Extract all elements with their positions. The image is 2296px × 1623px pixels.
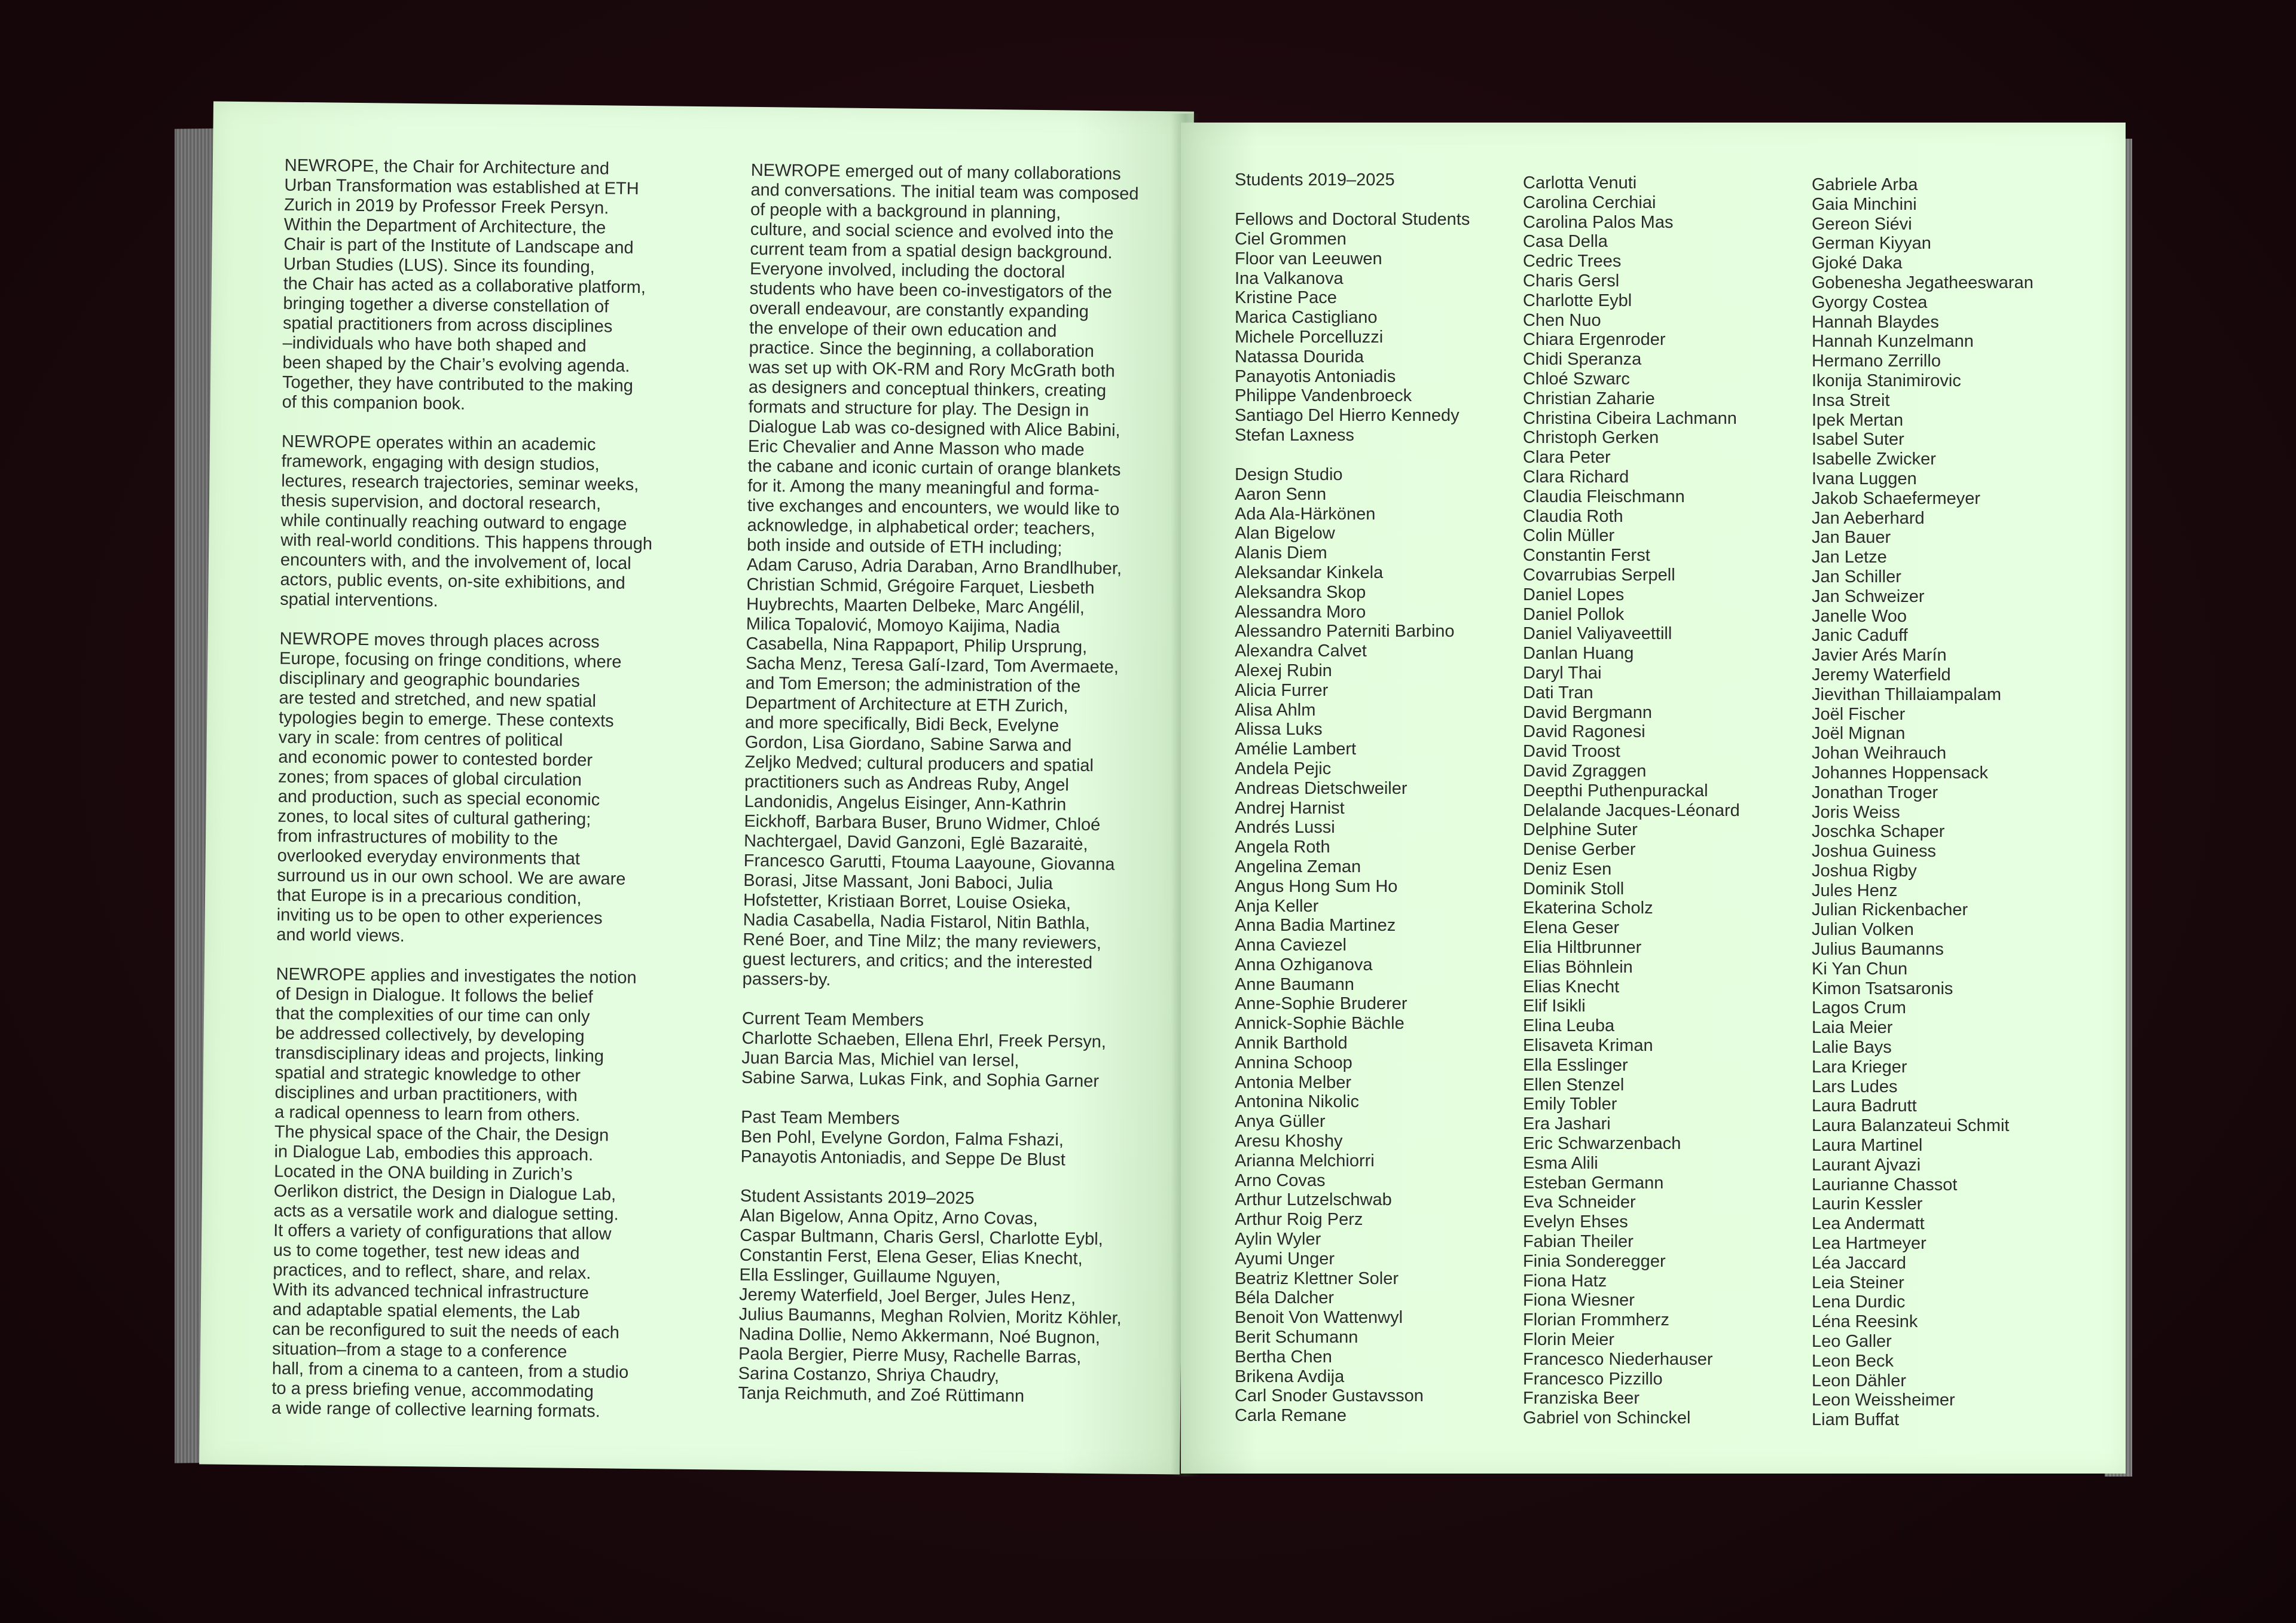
name-item: Charlotte Eybl bbox=[1523, 291, 1632, 310]
name-item: Constantin Ferst bbox=[1523, 546, 1650, 566]
design-studio-list-1 bbox=[1235, 485, 1534, 1426]
name-item: Leia Steiner bbox=[1812, 1273, 1904, 1292]
name-item: Eric Schwarzenbach bbox=[1523, 1134, 1681, 1154]
name-item: Alicia Furrer bbox=[1235, 680, 1329, 700]
name-item: Claudia Fleischmann bbox=[1523, 487, 1685, 506]
name-item: Johan Weihrauch bbox=[1812, 744, 1947, 763]
name-item: Annick-Sophie Bächle bbox=[1235, 1014, 1405, 1034]
name-item: Laurant Ajvazi bbox=[1812, 1155, 1921, 1175]
name-item: Kristine Pace bbox=[1235, 288, 1337, 308]
name-item: Ellen Stenzel bbox=[1523, 1075, 1625, 1095]
name-item: Anya Güller bbox=[1235, 1112, 1326, 1132]
name-item: Jonathan Troger bbox=[1812, 783, 1938, 802]
name-item: Christina Cibeira Lachmann bbox=[1523, 408, 1737, 428]
name-item: Gabriel von Schinckel bbox=[1523, 1408, 1691, 1428]
name-item: Deepthi Puthenpurackal bbox=[1523, 781, 1708, 800]
name-item: Arno Covas bbox=[1235, 1170, 1326, 1190]
name-item: Laura Martinel bbox=[1812, 1136, 1923, 1156]
name-item: Anne-Sophie Bruderer bbox=[1235, 994, 1407, 1014]
name-item: Esteban Germann bbox=[1523, 1173, 1664, 1193]
name-item: Francesco Pizzillo bbox=[1523, 1369, 1663, 1389]
name-item: Jan Schweizer bbox=[1812, 586, 1925, 606]
name-item: David Bergmann bbox=[1523, 702, 1652, 722]
collaborations-paragraph: NEWROPE emerged out of many collaborations and conversations. The initial team was composed of people with a background in planning, culture, and social science and evolved into the current team from a spatial design background. Everyone involved, including the doctoral students who have been co-investigators of the overall endeavour, are constantly expanding the envelope of their own education and practice. Since the beginning, a collaboration was set up with OK-RM and Rory McGrath both as designers and conceptual thinkers, creating formats and structure for play. The Design in Dialogue Lab was co-designed with Alice Babini, Eric Chevalier and Anne Masson who made the cabane and iconic curtain of orange blankets for it. Among the many meaningful and forma- tive exchanges and encounters, we would like to acknowledge, in alphabetical order; teachers, both inside and outside of ETH including; Adam Caruso, Adria Daraban, Arno Brandlhuber, Christian Schmid, Grégoire Farquet, Liesbeth Huybrechts, Maarten Delbeke, Marc Angélil, Milica Topalović, Momoyo Kaijima, Nadia Casabella, Nina Rappaport, Philip Ursprung, Sacha Menz, Teresa Galí-Izard, Tom Avermaete, and Tom Emerson; the administration of the Department of Architecture at ETH Zurich, and more specifically, Bidi Beck, Evelyne Gordon, Lisa Giordano, Sabine Sarwa and Zeljko Medved; cultural producers and spatial practitioners such as Andreas Ruby, Angel Landonidis, Angelus Eisinger, Ann-Kathrin Eickhoff, Barbara Buser, Bruno Widmer, Chloé Nachtergael, David Ganzoni, Eglė Bazaraitė, Francesco Garutti, Ftouma Laayoune, Giovanna Borasi, Jitse Massant, Joni Baboci, Julia Hofstetter, Kristiaan Borret, Louise Osieka, Nadia Casabella, Nadia Fistarol, Nitin Bathla, René Boer, and Tine Milz; the many reviewers, guest lecturers, and critics; and the interested passers-by. bbox=[742, 160, 1139, 990]
name-item: Alan Bigelow bbox=[1235, 524, 1335, 543]
name-item: Liam Buffat bbox=[1812, 1410, 1900, 1430]
name-item: Delphine Suter bbox=[1523, 820, 1638, 840]
design-studio-list-2 bbox=[1523, 173, 1810, 1428]
name-item: Laia Meier bbox=[1812, 1018, 1893, 1038]
name-item: Lea Andermatt bbox=[1812, 1214, 1925, 1234]
name-item: Ki Yan Chun bbox=[1812, 959, 1908, 979]
name-item: Daniel Pollok bbox=[1523, 604, 1625, 624]
design-studio-heading: Design Studio bbox=[1235, 464, 1343, 484]
right-page bbox=[1181, 123, 2126, 1474]
design-studio-list-3 bbox=[1812, 175, 2111, 1430]
name-item: Aleksandar Kinkela bbox=[1235, 563, 1384, 582]
right-column-1 bbox=[1235, 170, 1534, 1426]
name-item: Jules Henz bbox=[1812, 881, 1898, 900]
name-item: Antonina Nikolic bbox=[1235, 1092, 1359, 1112]
name-item: Christoph Gerken bbox=[1523, 428, 1659, 448]
name-item: Ivana Luggen bbox=[1812, 469, 1917, 488]
name-item: Francesco Niederhauser bbox=[1523, 1349, 1713, 1369]
name-item: Danlan Huang bbox=[1523, 644, 1634, 664]
name-item: Hannah Blaydes bbox=[1812, 312, 1939, 332]
name-item: Laura Badrutt bbox=[1812, 1096, 1917, 1116]
name-item: Béla Dalcher bbox=[1235, 1288, 1335, 1308]
name-item: Joshua Guiness bbox=[1812, 842, 1936, 861]
name-item: Gaia Minchini bbox=[1812, 194, 1917, 214]
name-item: Elias Böhnlein bbox=[1523, 957, 1633, 977]
name-item: Anna Ozhiganova bbox=[1235, 955, 1373, 974]
name-item: Chiara Ergenroder bbox=[1523, 330, 1666, 350]
name-item: Aresu Khoshy bbox=[1235, 1132, 1343, 1151]
name-item: Delalande Jacques-Léonard bbox=[1523, 800, 1740, 820]
name-item: Léna Reesink bbox=[1812, 1312, 1918, 1332]
name-item: Lars Ludes bbox=[1812, 1077, 1898, 1096]
name-item: Gyorgy Costea bbox=[1812, 292, 1928, 312]
name-item: Philippe Vandenbroeck bbox=[1235, 386, 1412, 406]
name-item: Deniz Esen bbox=[1523, 859, 1612, 879]
name-item: Elina Leuba bbox=[1523, 1016, 1615, 1036]
name-item: Chidi Speranza bbox=[1523, 350, 1642, 369]
name-item: Charis Gersl bbox=[1523, 271, 1620, 291]
name-item: Johannes Hoppensack bbox=[1812, 763, 1989, 783]
name-item: Ekaterina Scholz bbox=[1523, 898, 1653, 918]
name-item: Ella Esslinger bbox=[1523, 1055, 1628, 1075]
name-item: Alisa Ahlm bbox=[1235, 700, 1316, 720]
name-item: Beatriz Klettner Soler bbox=[1235, 1269, 1399, 1288]
name-item: Lea Hartmeyer bbox=[1812, 1234, 1926, 1254]
name-item: Claudia Roth bbox=[1523, 506, 1623, 526]
name-item: Michele Porcelluzzi bbox=[1235, 327, 1384, 347]
name-item: Dominik Stoll bbox=[1523, 879, 1625, 898]
intro-paragraph: NEWROPE, the Chair for Architecture and Urban Transformation was established at ETH Zurich in 2019 by Professor Freek Persyn. Within the Department of Architecture, the Chair is part of the Institute of Landscape and Urban Studies (LUS). Since its founding, the Chair has acted as a collaborative platform, bringing together a diverse constellation of spatial practitioners from across disciplines –individuals who have both shaped and been shaped by the Chair’s evolving agenda. Together, they have contributed to the making of this companion book. bbox=[282, 155, 646, 414]
name-item: Ayumi Unger bbox=[1235, 1249, 1335, 1269]
name-item: Janic Caduff bbox=[1812, 626, 1908, 646]
name-item: Arianna Melchiorri bbox=[1235, 1151, 1375, 1170]
student-assistants-block bbox=[738, 1187, 1159, 1408]
name-item: Leon Beck bbox=[1812, 1351, 1894, 1371]
name-item: Stefan Laxness bbox=[1235, 425, 1354, 445]
name-item: Jakob Schaefermeyer bbox=[1812, 488, 1981, 508]
name-item: Amélie Lambert bbox=[1235, 739, 1357, 759]
name-item: Ciel Grommen bbox=[1235, 230, 1347, 249]
name-item: Andela Pejic bbox=[1235, 759, 1332, 778]
name-item: Andreas Dietschweiler bbox=[1235, 778, 1407, 798]
student-assistants-heading: Student Assistants 2019–2025 bbox=[740, 1186, 975, 1208]
name-item: Ipek Mertan bbox=[1812, 410, 1904, 430]
name-item: Jan Letze bbox=[1812, 548, 1887, 567]
name-item: Carolina Palos Mas bbox=[1523, 212, 1674, 232]
name-item: Laura Balanzateui Schmit bbox=[1812, 1116, 2010, 1136]
name-item: Jan Schiller bbox=[1812, 567, 1901, 586]
name-item: Florin Meier bbox=[1523, 1330, 1615, 1350]
name-item: Daniel Valiyaveettill bbox=[1523, 624, 1672, 644]
name-item: Arthur Lutzelschwab bbox=[1235, 1190, 1392, 1210]
name-item: Elias Knecht bbox=[1523, 977, 1620, 997]
framework-paragraph: NEWROPE operates within an academic framework, engaging with design studios, lectures, research trajectories, seminar weeks, thesis supervision, and doctoral research, while continually reaching outward to engage with real-world conditions. This happens through encounters with, and the involvement of, local actors, public events, on-site exhibitions, and spatial interventions. bbox=[280, 432, 653, 611]
name-item: Santiago Del Hierro Kennedy bbox=[1235, 406, 1460, 426]
name-item: Denise Gerber bbox=[1523, 840, 1636, 860]
name-item: Annik Barthold bbox=[1235, 1034, 1348, 1053]
name-item: Hermano Zerrillo bbox=[1812, 352, 1941, 371]
name-item: Alexej Rubin bbox=[1235, 661, 1332, 680]
name-item: Carolina Cerchiai bbox=[1523, 192, 1656, 212]
name-item: Bertha Chen bbox=[1235, 1347, 1332, 1367]
name-item: Jan Bauer bbox=[1812, 528, 1891, 548]
name-item: David Zgraggen bbox=[1523, 761, 1647, 781]
name-item: Julian Volken bbox=[1812, 920, 1914, 940]
name-item: Angela Roth bbox=[1235, 838, 1330, 857]
name-item: Carl Snoder Gustavsson bbox=[1235, 1386, 1424, 1406]
name-item: Laurin Kessler bbox=[1812, 1194, 1923, 1214]
name-item: Jeremy Waterfield bbox=[1812, 665, 1951, 684]
name-item: Alessandro Paterniti Barbino bbox=[1235, 622, 1455, 641]
current-team-heading: Current Team Members bbox=[741, 1008, 924, 1030]
name-item: Ada Ala-Härkönen bbox=[1235, 504, 1376, 524]
name-item: Gobenesha Jegatheeswaran bbox=[1812, 273, 2034, 292]
left-column-2 bbox=[738, 161, 1170, 1408]
name-item: Gjoké Daka bbox=[1812, 253, 1903, 273]
name-item: Panayotis Antoniadis bbox=[1235, 366, 1396, 386]
name-item: Julius Baumanns bbox=[1812, 940, 1944, 959]
left-column-1 bbox=[271, 156, 715, 1442]
name-item: Clara Peter bbox=[1523, 448, 1611, 467]
name-item: Florian Frommherz bbox=[1523, 1310, 1669, 1330]
name-item: Berit Schumann bbox=[1235, 1328, 1358, 1347]
name-item: Alanis Diem bbox=[1235, 543, 1327, 563]
name-item: Lalie Bays bbox=[1812, 1038, 1892, 1057]
name-item: Daniel Lopes bbox=[1523, 585, 1625, 604]
name-item: Anne Baumann bbox=[1235, 974, 1354, 994]
name-item: Daryl Thai bbox=[1523, 663, 1602, 683]
name-item: Gereon Siévi bbox=[1812, 214, 1912, 234]
name-item: Alissa Luks bbox=[1235, 720, 1323, 739]
students-title: Students 2019–2025 bbox=[1235, 170, 1395, 189]
name-item: Joël Mignan bbox=[1812, 724, 1906, 744]
name-item: Ina Valkanova bbox=[1235, 268, 1344, 288]
name-item: Anja Keller bbox=[1235, 896, 1319, 916]
name-item: Carla Remane bbox=[1235, 1406, 1347, 1426]
name-item: Antonia Melber bbox=[1235, 1072, 1352, 1092]
right-column-2 bbox=[1523, 173, 1810, 1428]
name-item: Joschka Schaper bbox=[1812, 822, 1945, 842]
europe-paragraph: NEWROPE moves through places across Europe, focusing on fringe conditions, where disciplinary and geographic boundaries are tested and stretched, and new spatial typologies begin to emerge. These contexts vary in scale: from centres of political and economic power to contested border zones; from spaces of global circulation and production, such as special economic zones, to local sites of cultural gathering; from infrastructures of mobility to the overlooked everyday environments that surround us in our own school. We are aware that Europe is in a precarious condition, inviting us to be open to other experiences and world views. bbox=[276, 629, 626, 946]
name-item: Alexandra Calvet bbox=[1235, 641, 1367, 661]
name-item: Finia Sonderegger bbox=[1523, 1251, 1666, 1271]
name-item: Floor van Leeuwen bbox=[1235, 249, 1382, 268]
fellows-heading: Fellows and Doctoral Students bbox=[1235, 210, 1470, 229]
name-item: Dati Tran bbox=[1523, 683, 1593, 702]
name-item: Janelle Woo bbox=[1812, 606, 1907, 626]
name-item: Leon Weissheimer bbox=[1812, 1390, 1955, 1410]
name-item: Emily Tobler bbox=[1523, 1095, 1617, 1114]
name-item: Brikena Avdija bbox=[1235, 1367, 1345, 1386]
name-item: Laurianne Chassot bbox=[1812, 1175, 1958, 1194]
name-item: Jievithan Thillaiampalam bbox=[1812, 684, 2002, 704]
name-item: Aaron Senn bbox=[1235, 484, 1327, 504]
name-item: Natassa Dourida bbox=[1235, 347, 1364, 366]
name-item: Isabelle Zwicker bbox=[1812, 450, 1936, 469]
right-column-3 bbox=[1812, 175, 2111, 1430]
name-item: Isabel Suter bbox=[1812, 430, 1904, 450]
name-item: Elif Isikli bbox=[1523, 997, 1586, 1016]
name-item: Insa Streit bbox=[1812, 390, 1890, 410]
name-item: Lena Durdic bbox=[1812, 1292, 1906, 1312]
past-team-heading: Past Team Members bbox=[741, 1107, 900, 1129]
name-item: Anna Badia Martinez bbox=[1235, 916, 1396, 936]
name-item: Covarrubias Serpell bbox=[1523, 565, 1675, 585]
name-item: Joël Fischer bbox=[1812, 704, 1906, 724]
name-item: Alessandra Moro bbox=[1235, 602, 1366, 622]
name-item: Aylin Wyler bbox=[1235, 1230, 1321, 1249]
name-item: David Troost bbox=[1523, 742, 1620, 762]
name-item: Annina Schoop bbox=[1235, 1053, 1352, 1072]
name-item: David Ragonesi bbox=[1523, 722, 1645, 742]
past-team-block bbox=[740, 1108, 1159, 1171]
name-item: Joshua Rigby bbox=[1812, 861, 1917, 881]
name-item: Colin Müller bbox=[1523, 526, 1615, 546]
name-item: Marica Castigliano bbox=[1235, 308, 1378, 328]
name-item: Andrej Harnist bbox=[1235, 798, 1345, 818]
name-item: Ikonija Stanimirovic bbox=[1812, 371, 1961, 390]
name-item: Fiona Wiesner bbox=[1523, 1291, 1635, 1310]
name-item: Carlotta Venuti bbox=[1523, 173, 1637, 192]
name-item: Jan Aeberhard bbox=[1812, 508, 1925, 528]
name-item: Eva Schneider bbox=[1523, 1193, 1636, 1212]
name-item: Cedric Trees bbox=[1523, 252, 1622, 271]
name-item: Hannah Kunzelmann bbox=[1812, 332, 1974, 352]
name-item: Benoit Von Wattenwyl bbox=[1235, 1308, 1403, 1328]
name-item: Christian Zaharie bbox=[1523, 389, 1655, 408]
name-item: Chloé Szwarc bbox=[1523, 369, 1630, 389]
design-dialogue-paragraph: NEWROPE applies and investigates the notion of Design in Dialogue. It follows the belief that the complexities of our time can only be addressed collectively, by developing transdisciplinary ideas and projects, linking spatial and strategic knowledge to other disciplines and urban practitioners, with a radical openness to learn from others. The physical space of the Chair, the Design in Dialogue Lab, embodies this approach. Located in the ONA building in Zurich’s Oerlikon district, the Design in Dialogue Lab, acts as a versatile work and dialogue setting. It offers a variety of configurations that allow us to come together, test new ideas and practices, and to reflect, share, and relax. With its advanced technical infrastructure and adaptable spatial elements, the Lab can be reconfigured to suit the needs of each situation–from a stage to a conference hall, from a cinema to a canteen, from a studio to a press briefing venue, accommodating a wide range of collective learning formats. bbox=[271, 964, 637, 1422]
name-item: Angus Hong Sum Ho bbox=[1235, 876, 1398, 896]
name-item: Lara Krieger bbox=[1812, 1057, 1907, 1077]
student-assistants-text: Alan Bigelow, Anna Opitz, Arno Covas, Caspar Bultmann, Charis Gersl, Charlotte Eybl, Constantin Ferst, Elena Geser, Elias Knecht, Ella Esslinger, Guillaume Nguyen, Jeremy Waterfield, Joel Berger, Jules Henz, Julius Baumanns, Meghan Rolvien, Moritz Köhler, Nadina Dollie, Nemo Akkermann, Noé Bugnon, Paola Bergier, Pierre Musy, Rachelle Barras, Sarina Costanzo, Shriya Chaudry, Tanja Reichmuth, and Zoé Rüttimann bbox=[738, 1206, 1122, 1406]
name-item: German Kiyyan bbox=[1812, 234, 1931, 253]
name-item: Léa Jaccard bbox=[1812, 1253, 1906, 1273]
name-item: Julian Rickenbacher bbox=[1812, 900, 1968, 920]
name-item: Elisaveta Kriman bbox=[1523, 1036, 1653, 1056]
name-item: Javier Arés Marín bbox=[1812, 646, 1947, 665]
name-item: Evelyn Ehses bbox=[1523, 1212, 1628, 1232]
name-item: Joris Weiss bbox=[1812, 802, 1900, 822]
name-item: Franziska Beer bbox=[1523, 1389, 1640, 1408]
name-item: Casa Della bbox=[1523, 232, 1608, 252]
name-item: Esma Alili bbox=[1523, 1153, 1598, 1173]
name-item: Andrés Lussi bbox=[1235, 818, 1335, 838]
name-item: Chen Nuo bbox=[1523, 310, 1601, 330]
name-item: Fiona Hatz bbox=[1523, 1271, 1607, 1291]
name-item: Arthur Roig Perz bbox=[1235, 1210, 1363, 1230]
name-item: Anna Caviezel bbox=[1235, 936, 1347, 955]
name-item: Aleksandra Skop bbox=[1235, 582, 1366, 602]
name-item: Gabriele Arba bbox=[1812, 175, 1918, 194]
name-item: Leo Galler bbox=[1812, 1332, 1892, 1352]
past-team-text: Ben Pohl, Evelyne Gordon, Falma Fshazi, Panayotis Antoniadis, and Seppe De Blust bbox=[740, 1127, 1065, 1170]
current-team-block bbox=[741, 1009, 1161, 1092]
name-item: Angelina Zeman bbox=[1235, 857, 1361, 876]
current-team-text: Charlotte Schaeben, Ellena Ehrl, Freek Persyn, Juan Barcia Mas, Michiel van Iersel, Sabine Sarwa, Lukas Fink, and Sophia Garner bbox=[741, 1028, 1107, 1092]
name-item: Era Jashari bbox=[1523, 1114, 1611, 1134]
name-item: Kimon Tsatsaronis bbox=[1812, 979, 1953, 998]
name-item: Elena Geser bbox=[1523, 918, 1620, 938]
name-item: Elia Hiltbrunner bbox=[1523, 938, 1642, 958]
name-item: Leon Dähler bbox=[1812, 1371, 1906, 1390]
left-page bbox=[199, 101, 1194, 1474]
name-item: Lagos Crum bbox=[1812, 998, 1906, 1018]
name-item: Fabian Theiler bbox=[1523, 1232, 1634, 1252]
fellows-list bbox=[1235, 230, 1534, 445]
name-item: Clara Richard bbox=[1523, 467, 1629, 487]
